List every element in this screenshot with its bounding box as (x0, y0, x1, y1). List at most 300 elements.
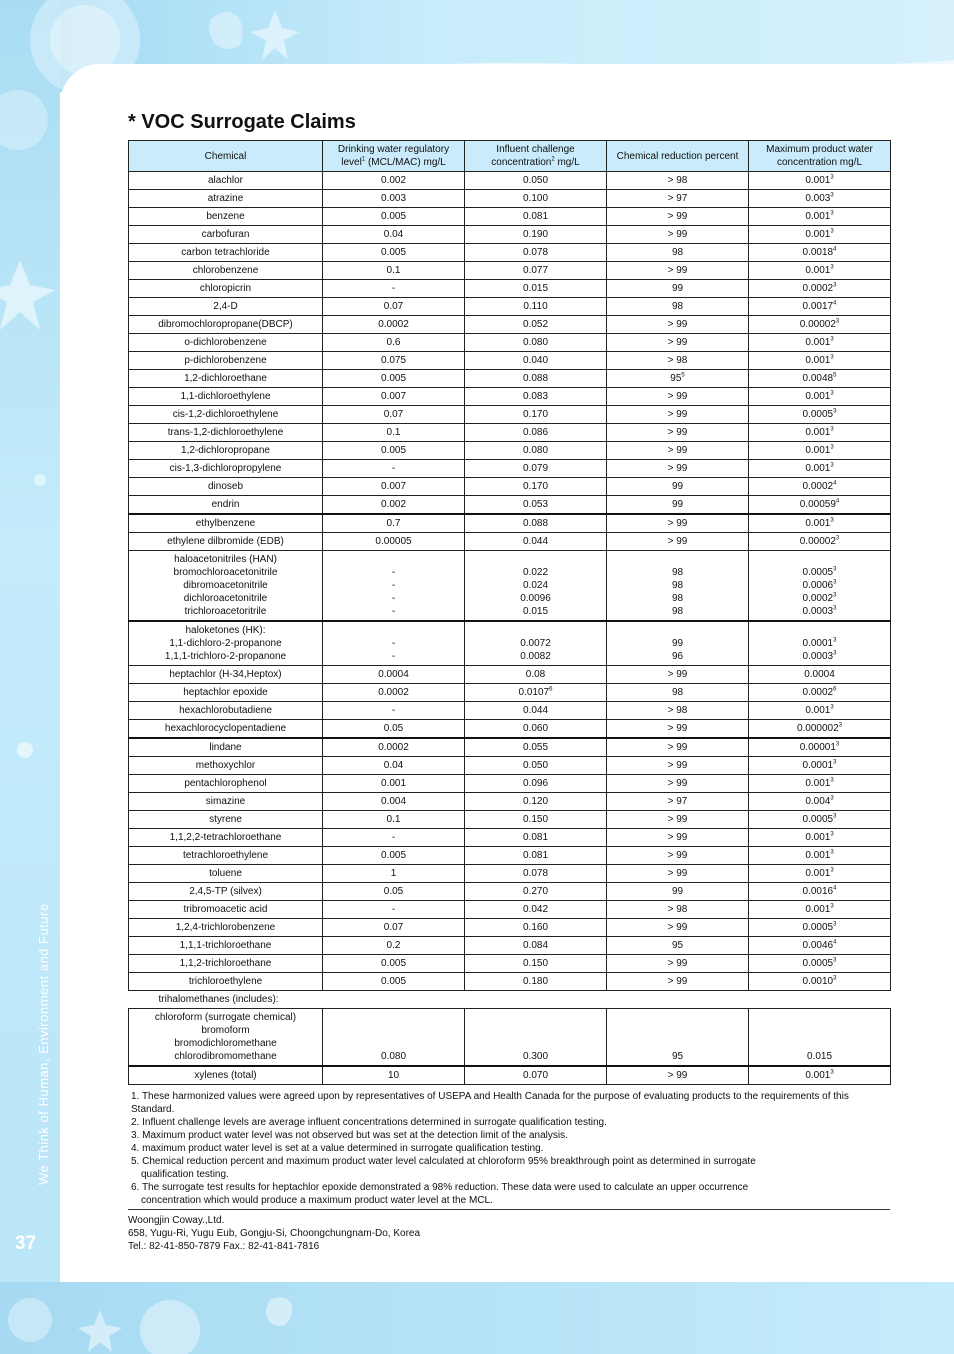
superscript-note: 3 (830, 228, 834, 235)
table-row-group (129, 1009, 891, 1067)
superscript-note: 3 (830, 462, 834, 469)
value-cell: 0.070 (465, 1066, 607, 1085)
company-footer (128, 1209, 890, 1253)
chemical-name-cell: 1,2-dichloroethane (129, 370, 323, 388)
table-row (129, 829, 891, 847)
table-row-group (129, 551, 891, 622)
table-row (129, 334, 891, 352)
value-cell: 0.270 (465, 883, 607, 901)
value-line: 99 (671, 638, 684, 649)
table-row (129, 738, 891, 757)
value-cell: > 99 (607, 514, 749, 533)
table-row-group (129, 621, 891, 666)
superscript-note: 4 (835, 498, 840, 505)
value-cell: 0.002 (323, 496, 465, 515)
value-cell: 0.078 (465, 244, 607, 262)
superscript-note: 3 (830, 795, 834, 802)
column-header: Chemical reduction percent (607, 141, 749, 172)
value-cell: 0.052 (465, 316, 607, 334)
value-cell: - (323, 702, 465, 720)
value-cell: 98 (607, 684, 749, 702)
chemical-name-cell: hexachlorocyclopentadiene (129, 720, 323, 739)
superscript-note: 3 (833, 921, 837, 928)
company-phone: Tel.: 82-41-850-7879 Fax.: 82-41-841-7816 (128, 1241, 320, 1252)
value-cell: - (323, 460, 465, 478)
chemical-name-cell: cis-1,3-dichloropropylene (129, 460, 323, 478)
value-cell (749, 621, 891, 666)
table-row (129, 226, 891, 244)
chemical-name-cell: 1,1,2,2-tetrachloroethane (129, 829, 323, 847)
footnote: concentration which would produce a maximum product water level at the MCL. (141, 1195, 493, 1206)
table-row (129, 208, 891, 226)
chemical-name-cell: p-dichlorobenzene (129, 352, 323, 370)
bottom-decorative-band (0, 1282, 954, 1354)
value-cell: 0.080 (465, 442, 607, 460)
value-cell: 0.001$^3$ (749, 388, 891, 406)
table-row (129, 775, 891, 793)
chemical-name-cell: 1,1,2-trichloroethane (129, 955, 323, 973)
value-cell: 0.07 (323, 298, 465, 316)
table-row (129, 684, 891, 702)
chemical-line: bromoform (201, 1025, 250, 1036)
chemical-line: 1,1,1-trichloro-2-propanone (164, 651, 287, 662)
table-row (129, 280, 891, 298)
value-cell: 0.003$^3$ (749, 190, 891, 208)
column-header: Influent challenge concentration$^2$ mg/L (465, 141, 607, 172)
value-cell: > 99 (607, 738, 749, 757)
value-cell: 98 (607, 244, 749, 262)
value-cell: 95 (607, 937, 749, 955)
value-cell: 0.0002 (323, 738, 465, 757)
table-row (129, 172, 891, 190)
chemical-name-cell: 1,1,1-trichloroethane (129, 937, 323, 955)
value-cell: > 99 (607, 757, 749, 775)
value-cell: > 99 (607, 208, 749, 226)
value-line: 0.0096 (520, 593, 551, 604)
superscript-note: 3 (833, 408, 837, 415)
table-row (129, 919, 891, 937)
value-cell: 0.081 (465, 208, 607, 226)
footnotes (131, 1090, 891, 1207)
value-line: 0.015 (522, 606, 549, 617)
value-cell (607, 551, 749, 622)
value-cell: 0.001$^3$ (749, 226, 891, 244)
value-cell: 0.004 (323, 793, 465, 811)
superscript-note: 3 (833, 637, 837, 644)
value-line: 0.022 (522, 567, 549, 578)
value-cell: 0.07 (323, 919, 465, 937)
left-decorative-band (0, 0, 60, 1354)
value-cell: 0.084 (465, 937, 607, 955)
table-row (129, 847, 891, 865)
value-cell: 0.170 (465, 478, 607, 496)
superscript-note: 4 (833, 300, 837, 307)
value-cell: - (323, 901, 465, 919)
table-row (129, 244, 891, 262)
table-row (129, 424, 891, 442)
superscript-note: 3 (830, 849, 834, 856)
value-cell: 0.0002$^3$ (749, 280, 891, 298)
chemical-name-cell: 2,4,5-TP (silvex) (129, 883, 323, 901)
table-row (129, 955, 891, 973)
footnote: 3. Maximum product water level was not observed but was set at the detection limit of the analysis. (131, 1130, 568, 1141)
value-cell: > 99 (607, 955, 749, 973)
value-cell: 0.100 (465, 190, 607, 208)
value-line: 0.0082 (520, 651, 551, 662)
value-cell: > 99 (607, 262, 749, 280)
value-cell: 0.08 (465, 666, 607, 684)
chemical-name-cell: endrin (129, 496, 323, 515)
value-cell (465, 551, 607, 622)
superscript-note: 3 (830, 264, 834, 271)
chemical-name-cell: ethylbenzene (129, 514, 323, 533)
value-cell: 0.120 (465, 793, 607, 811)
value-cell: 0.110 (465, 298, 607, 316)
column-header: Chemical (129, 141, 323, 172)
value-cell: > 99 (607, 829, 749, 847)
value-cell: 0.044 (465, 702, 607, 720)
table-row (129, 514, 891, 533)
value-line: 0.0003$^3$ (802, 605, 837, 617)
value-cell: 0.001$^3$ (749, 172, 891, 190)
value-cell (749, 551, 891, 622)
value-cell: 0.001$^3$ (749, 352, 891, 370)
value-cell: 0.150 (465, 811, 607, 829)
superscript-note: 3 (830, 777, 834, 784)
table-body (129, 172, 891, 1085)
table-row (129, 442, 891, 460)
value-cell: 0.150 (465, 955, 607, 973)
table-row-label (129, 991, 891, 1009)
value-cell: 0.0107$^6$ (465, 684, 607, 702)
value-cell: 0.044 (465, 533, 607, 551)
value-cell: 0.050 (465, 172, 607, 190)
company-address: 658, Yugu-Ri, Yugu Eub, Gongju-Si, Choongchungnam-Do, Korea (128, 1228, 421, 1239)
value-cell: 0.05 (323, 720, 465, 739)
value-cell: 0.0005$^3$ (749, 406, 891, 424)
chemical-name-cell: tribromoacetic acid (129, 901, 323, 919)
value-cell: 0.0004 (323, 666, 465, 684)
value-cell: 0.005 (323, 955, 465, 973)
value-cell: > 99 (607, 316, 749, 334)
superscript-note: 3 (830, 831, 834, 838)
value-cell: > 99 (607, 811, 749, 829)
footnote: 6. The surrogate test results for heptachlor epoxide demonstrated a 98% reduction. These data were used to calculate an upper occurrence (131, 1182, 749, 1193)
company-name: Woongjin Coway.,Ltd. (128, 1215, 225, 1226)
value-cell: 0.007 (323, 388, 465, 406)
value-cell: 0.001$^3$ (749, 829, 891, 847)
value-line: - (391, 567, 396, 578)
blank-line (325, 553, 462, 566)
value-cell: 0.00002$^3$ (749, 533, 891, 551)
table-row (129, 388, 891, 406)
chemical-name-cell: o-dichlorobenzene (129, 334, 323, 352)
value-cell: $95^5$ (607, 370, 749, 388)
chemical-line: dibromoacetonitrile (183, 580, 268, 591)
value-cell: > 99 (607, 388, 749, 406)
superscript-note: 3 (830, 426, 834, 433)
value-cell: 0.001$^3$ (749, 775, 891, 793)
superscript-note: 6 (833, 686, 837, 693)
superscript-note: 3 (833, 759, 837, 766)
value-cell: 0.0016$^4$ (749, 883, 891, 901)
value-cell: 0.07 (323, 406, 465, 424)
value-cell: 0.0002 (323, 684, 465, 702)
value-cell: 0.079 (465, 460, 607, 478)
header-row (129, 141, 891, 172)
value-cell: 0.0004 (749, 666, 891, 684)
value-cell: 0.005 (323, 244, 465, 262)
value-cell: 0.0018$^4$ (749, 244, 891, 262)
superscript-note: 3 (830, 390, 834, 397)
superscript-note: 3 (830, 192, 834, 199)
superscript-note: 3 (833, 957, 837, 964)
chemical-name-cell: pentachlorophenol (129, 775, 323, 793)
value-cell: 99 (607, 883, 749, 901)
table-row (129, 793, 891, 811)
chemical-name-cell: 2,4-D (129, 298, 323, 316)
value-cell: 0.1 (323, 811, 465, 829)
superscript-note: 3 (830, 210, 834, 217)
table-row (129, 757, 891, 775)
value-cell: 0.040 (465, 352, 607, 370)
superscript-note: 2 (551, 156, 555, 163)
chemical-line: dichloroacetonitrile (183, 593, 268, 604)
value-cell: > 99 (607, 1066, 749, 1085)
value-line: 0.0005$^3$ (802, 566, 837, 578)
footnote: 2. Influent challenge levels are average influent concentrations determined in surrogate qualification testing. (131, 1117, 607, 1128)
chemical-name-cell: toluene (129, 865, 323, 883)
chemical-name-cell: methoxychlor (129, 757, 323, 775)
value-cell: > 99 (607, 973, 749, 991)
superscript-note: 3 (830, 174, 834, 181)
superscript-note: 3 (833, 813, 837, 820)
value-cell: 0.086 (465, 424, 607, 442)
blank-line (751, 624, 888, 637)
value-cell: - (323, 829, 465, 847)
table-row (129, 478, 891, 496)
chemical-name-cell: atrazine (129, 190, 323, 208)
value-line: 98 (671, 567, 684, 578)
superscript-note: 3 (833, 592, 837, 599)
value-cell: 0.001 (323, 775, 465, 793)
value-cell (323, 551, 465, 622)
table-row (129, 720, 891, 739)
value-cell: 99 (607, 280, 749, 298)
chemical-name-cell: trichloroethylene (129, 973, 323, 991)
value-cell: 0.0005$^3$ (749, 811, 891, 829)
value-cell: 0.000002$^3$ (749, 720, 891, 739)
value-cell: 0.001$^3$ (749, 901, 891, 919)
table-row (129, 352, 891, 370)
value-line: - (391, 651, 396, 662)
superscript-note: 5 (833, 372, 837, 379)
value-cell: 0.05 (323, 883, 465, 901)
value-line: 0.0003$^3$ (802, 650, 837, 662)
value-cell: 95 (607, 1009, 749, 1067)
value-cell: 0.00059$^4$ (749, 496, 891, 515)
value-cell: 0.005 (323, 370, 465, 388)
superscript-note: 4 (833, 885, 837, 892)
value-cell: 0.00001$^3$ (749, 738, 891, 757)
value-cell: 0.060 (465, 720, 607, 739)
superscript-note: 3 (830, 1069, 834, 1076)
value-cell: 0.2 (323, 937, 465, 955)
footnote: 4. maximum product water level is set at a value determined in surrogate qualification testing. (131, 1143, 544, 1154)
value-cell: 0.190 (465, 226, 607, 244)
value-line: 98 (671, 606, 684, 617)
value-cell: 0.083 (465, 388, 607, 406)
value-cell: > 99 (607, 775, 749, 793)
value-cell: 0.053 (465, 496, 607, 515)
chemical-name-cell: chlorobenzene (129, 262, 323, 280)
blank-line (751, 553, 888, 566)
value-cell: > 99 (607, 334, 749, 352)
chemical-name-cell: dinoseb (129, 478, 323, 496)
value-cell: 0.080 (323, 1009, 465, 1067)
column-header: Maximum product water concentration mg/L (749, 141, 891, 172)
value-cell: 0.170 (465, 406, 607, 424)
superscript-note: 4 (833, 480, 837, 487)
value-line: 98 (671, 580, 684, 591)
value-cell: > 98 (607, 901, 749, 919)
value-cell: > 99 (607, 720, 749, 739)
chemical-line: chloroform (surrogate chemical) (154, 1012, 297, 1023)
value-cell: 0.04 (323, 226, 465, 244)
table-row (129, 883, 891, 901)
chemical-name-cell: lindane (129, 738, 323, 757)
value-cell: 0.180 (465, 973, 607, 991)
value-cell: > 98 (607, 172, 749, 190)
value-cell: 0.001$^3$ (749, 442, 891, 460)
voc-claims-table (128, 140, 891, 1085)
value-cell: 0.0005$^3$ (749, 955, 891, 973)
value-cell: 0.001$^3$ (749, 514, 891, 533)
value-line: 0.0001$^3$ (802, 637, 837, 649)
value-cell: 0.005 (323, 208, 465, 226)
table-row (129, 298, 891, 316)
value-cell: 0.042 (465, 901, 607, 919)
value-cell: > 99 (607, 406, 749, 424)
value-cell: 0.078 (465, 865, 607, 883)
value-cell: 0.0002$^4$ (749, 478, 891, 496)
value-cell: 0.00002$^3$ (749, 316, 891, 334)
superscript-note: 3 (833, 579, 837, 586)
value-cell: 0.001$^3$ (749, 262, 891, 280)
chemical-name-cell: trans-1,2-dichloroethylene (129, 424, 323, 442)
chemical-line: chlorodibromomethane (174, 1051, 277, 1062)
table-row (129, 937, 891, 955)
blank-line (609, 553, 746, 566)
superscript-note: 3 (830, 444, 834, 451)
table-row (129, 533, 891, 551)
chemical-name-cell: 1,2,4-trichlorobenzene (129, 919, 323, 937)
footnote: qualification testing. (141, 1169, 229, 1180)
value-cell: > 99 (607, 666, 749, 684)
value-cell: 0.7 (323, 514, 465, 533)
value-cell: 0.1 (323, 262, 465, 280)
value-line: - (391, 606, 396, 617)
value-cell: 0.0005$^3$ (749, 919, 891, 937)
value-cell (323, 621, 465, 666)
value-cell: 0.300 (465, 1009, 607, 1067)
value-cell (607, 621, 749, 666)
value-cell: > 99 (607, 865, 749, 883)
superscript-note: 3 (835, 741, 840, 748)
value-cell: 0.001$^3$ (749, 424, 891, 442)
value-cell: > 99 (607, 442, 749, 460)
value-line: 98 (671, 593, 684, 604)
superscript-note: 5 (681, 372, 685, 379)
footnote: 5. Chemical reduction percent and maximum product water level calculated at chloroform 95% breakthrough point as determined in surrogate (131, 1156, 756, 1167)
table-row (129, 460, 891, 478)
value-cell: > 97 (607, 793, 749, 811)
chemical-name-cell: simazine (129, 793, 323, 811)
chemical-name-cell: carbon tetrachloride (129, 244, 323, 262)
value-cell: > 97 (607, 190, 749, 208)
value-cell (465, 621, 607, 666)
value-cell: 0.0001$^3$ (749, 757, 891, 775)
superscript-note: 3 (830, 903, 834, 910)
side-slogan: We Think of Human, Environment and Future (36, 903, 51, 1185)
value-cell: - (323, 280, 465, 298)
chemical-name-cell: dibromochloropropane(DBCP) (129, 316, 323, 334)
column-header: Drinking water regulatory level$^1$ (MCL/MAC) mg/L (323, 141, 465, 172)
value-cell: 0.0002 (323, 316, 465, 334)
value-cell: 0.005 (323, 847, 465, 865)
value-cell: 0.002 (323, 172, 465, 190)
value-line: 0.024 (522, 580, 549, 591)
chemical-line: haloacetonitriles (HAN) (174, 554, 277, 565)
page-number: 37 (15, 1233, 37, 1254)
superscript-note: 3 (830, 704, 834, 711)
chemical-line: trichloroacetoritrile (184, 606, 267, 617)
value-cell: 0.0017$^4$ (749, 298, 891, 316)
value-cell: > 99 (607, 533, 749, 551)
table-header (129, 141, 891, 172)
chemical-name-cell: 1,2-dichloropropane (129, 442, 323, 460)
superscript-note: 3 (830, 354, 834, 361)
superscript-note: 4 (833, 246, 837, 253)
table-row (129, 190, 891, 208)
superscript-note: 3 (833, 650, 837, 657)
superscript-note: 3 (830, 517, 834, 524)
value-cell: 99 (607, 478, 749, 496)
superscript-note: 3 (833, 282, 837, 289)
blank-line (325, 624, 462, 637)
value-cell: 0.04 (323, 757, 465, 775)
value-cell: > 99 (607, 460, 749, 478)
value-cell: 0.0010$^3$ (749, 973, 891, 991)
value-cell: 1 (323, 865, 465, 883)
chemical-name-cell: benzene (129, 208, 323, 226)
chemical-name-cell: tetrachloroethylene (129, 847, 323, 865)
chemical-name-cell (129, 551, 323, 622)
value-cell: 0.001$^3$ (749, 460, 891, 478)
table-row (129, 811, 891, 829)
value-cell: 0.088 (465, 514, 607, 533)
superscript-note: 3 (830, 336, 834, 343)
table-row (129, 406, 891, 424)
chemical-name-cell: carbofuran (129, 226, 323, 244)
superscript-note: 3 (830, 867, 834, 874)
blank-line (609, 624, 746, 637)
value-cell: 0.001$^3$ (749, 1066, 891, 1085)
value-cell: 0.1 (323, 424, 465, 442)
value-cell: 99 (607, 496, 749, 515)
value-cell: 0.077 (465, 262, 607, 280)
chemical-name-cell: heptachlor (H-34,Heptox) (129, 666, 323, 684)
